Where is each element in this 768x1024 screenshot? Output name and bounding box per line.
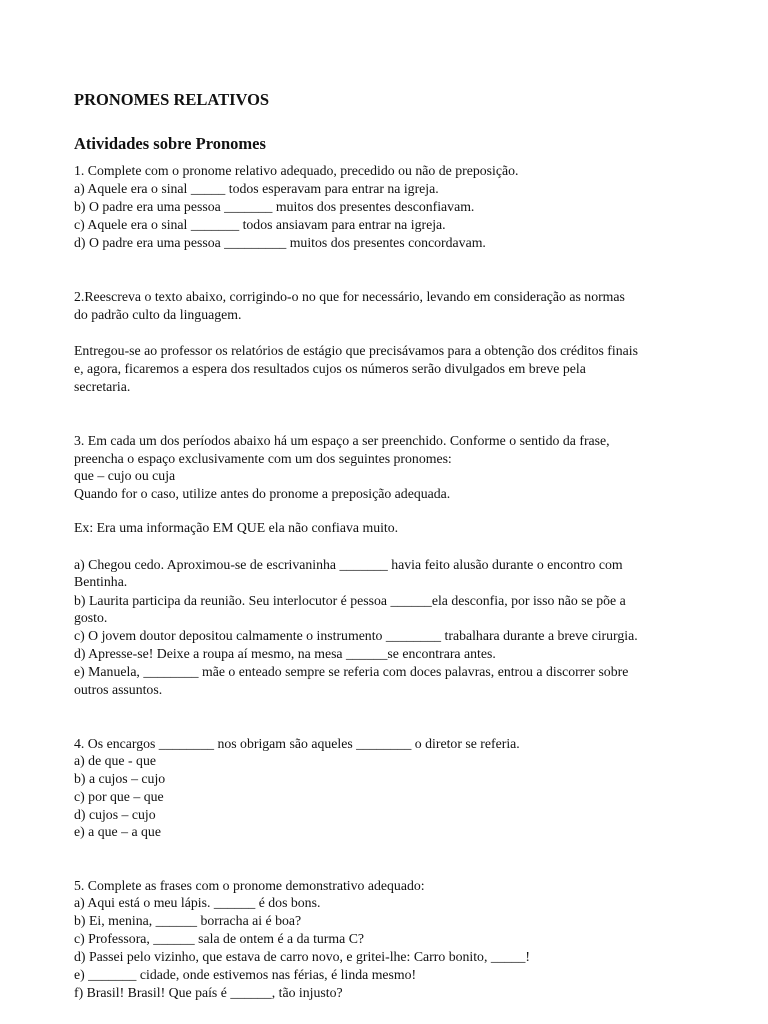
question-1-prompt: 1. Complete com o pronome relativo adequado, precedido ou não de preposição. — [74, 163, 519, 178]
question-3-item-d: d) Apresse-se! Deixe a roupa aí mesmo, na mesa ______se encontrara antes. — [74, 646, 496, 661]
question-3-item-c: c) O jovem doutor depositou calmamente o instrumento ________ trabalhara durante a breve cirurgia. — [74, 628, 638, 643]
question-2-text-line-3: secretaria. — [74, 379, 131, 394]
question-5-item-f: f) Brasil! Brasil! Que país é ______, tão injusto? — [74, 985, 343, 1000]
question-4-option-b: b) a cujos – cujo — [74, 771, 166, 786]
question-3-example: Ex: Era uma informação EM QUE ela não confiava muito. — [74, 520, 399, 535]
question-3-pronouns: que – cujo ou cuja — [74, 468, 176, 483]
question-3-item-b-line-1: b) Laurita participa da reunião. Seu interlocutor é pessoa ______ela desconfia, por isso não se põe a — [74, 593, 626, 608]
question-3-item-a-line-1: a) Chegou cedo. Aproximou-se de escrivaninha _______ havia feito alusão durante o encontro com — [74, 557, 623, 572]
question-1-item-c: c) Aquele era o sinal _______ todos ansiavam para entrar na igreja. — [74, 217, 446, 232]
question-2-text-line-2: e, agora, ficaremos a espera dos resultados cujos os números serão divulgados em breve pela — [74, 361, 586, 376]
question-2-prompt-line-2: do padrão culto da linguagem. — [74, 307, 242, 322]
question-1-item-b: b) O padre era uma pessoa _______ muitos dos presentes desconfiavam. — [74, 199, 475, 214]
question-3-item-e-line-2: outros assuntos. — [74, 682, 163, 697]
question-3-item-e-line-1: e) Manuela, ________ mãe o enteado sempre se referia com doces palavras, entrou a discorrer sobre — [74, 664, 629, 679]
question-1-item-a: a) Aquele era o sinal _____ todos esperavam para entrar na igreja. — [74, 181, 439, 196]
question-3-prompt-line-2: preencha o espaço exclusivamente com um dos seguintes pronomes: — [74, 451, 452, 466]
question-4-option-a: a) de que - que — [74, 753, 156, 768]
question-5-item-b: b) Ei, menina, ______ borracha ai é boa? — [74, 913, 302, 928]
question-3-item-b-line-2: gosto. — [74, 610, 108, 625]
question-4-option-d: d) cujos – cujo — [74, 807, 156, 822]
question-5-item-d: d) Passei pelo vizinho, que estava de carro novo, e gritei-lhe: Carro bonito, _____! — [74, 949, 530, 964]
question-5-item-a: a) Aqui está o meu lápis. ______ é dos bons. — [74, 895, 321, 910]
question-4-option-c: c) por que – que — [74, 789, 164, 804]
question-5-item-e: e) _______ cidade, onde estivemos nas férias, é linda mesmo! — [74, 967, 417, 982]
document-title: PRONOMES RELATIVOS — [74, 90, 270, 109]
question-5-item-c: c) Professora, ______ sala de ontem é a da turma C? — [74, 931, 365, 946]
question-2-text-line-1: Entregou-se ao professor os relatórios de estágio que precisávamos para a obtenção dos créditos finais — [74, 343, 638, 358]
question-4-option-e: e) a que – a que — [74, 824, 161, 839]
question-3-instruction: Quando for o caso, utilize antes do pronome a preposição adequada. — [74, 486, 451, 501]
question-1-item-d: d) O padre era uma pessoa _________ muitos dos presentes concordavam. — [74, 235, 486, 250]
question-3-item-a-line-2: Bentinha. — [74, 574, 128, 589]
question-5-prompt: 5. Complete as frases com o pronome demonstrativo adequado: — [74, 878, 425, 893]
question-2-prompt-line-1: 2.Reescreva o texto abaixo, corrigindo-o no que for necessário, levando em consideração as normas — [74, 289, 625, 304]
document-subtitle: Atividades sobre Pronomes — [74, 134, 266, 153]
question-3-prompt-line-1: 3. Em cada um dos períodos abaixo há um espaço a ser preenchido. Conforme o sentido da frase, — [74, 433, 610, 448]
question-4-prompt: 4. Os encargos ________ nos obrigam são aqueles ________ o diretor se referia. — [74, 736, 520, 751]
